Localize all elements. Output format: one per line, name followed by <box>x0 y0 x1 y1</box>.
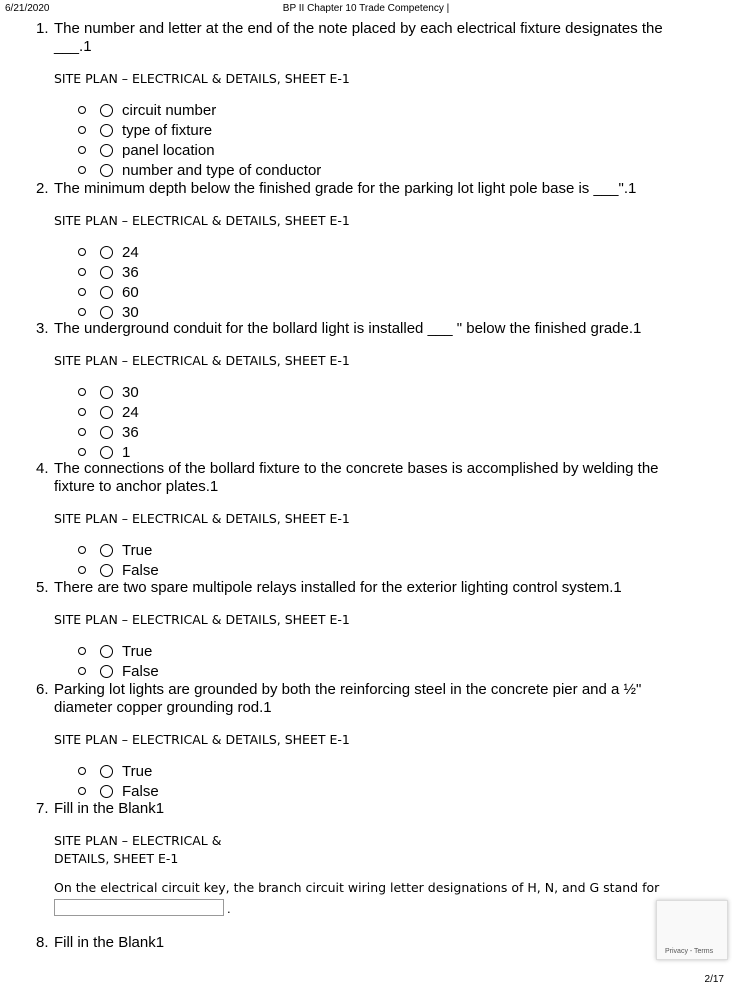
question-number: 8. <box>36 934 49 951</box>
list-bullet-icon <box>78 308 86 316</box>
question-number: 1. <box>36 20 49 37</box>
answer-option[interactable] <box>78 560 696 580</box>
list-bullet-icon <box>78 408 86 416</box>
radio-button[interactable] <box>100 266 113 279</box>
question-5 <box>36 579 696 681</box>
radio-button[interactable] <box>100 386 113 399</box>
sheet-reference: SITE PLAN – ELECTRICAL & DETAILS, SHEET E-1 <box>54 732 350 747</box>
radio-button[interactable] <box>100 124 113 137</box>
answer-options <box>78 100 696 180</box>
page-number: 2/17 <box>704 974 724 985</box>
sheet-reference-line: DETAILS, SHEET E-1 <box>54 851 179 866</box>
option-label: 24 <box>122 403 139 421</box>
radio-button[interactable] <box>100 426 113 439</box>
sheet-reference <box>54 832 696 868</box>
question-number: 2. <box>36 180 49 197</box>
option-label: True <box>122 541 153 559</box>
answer-option[interactable] <box>78 382 696 402</box>
answer-option[interactable] <box>78 302 696 322</box>
list-bullet-icon <box>78 388 86 396</box>
radio-button[interactable] <box>100 785 113 798</box>
answer-option[interactable] <box>78 641 696 661</box>
list-bullet-icon <box>78 767 86 775</box>
question-number: 5. <box>36 579 49 596</box>
sheet-reference: SITE PLAN – ELECTRICAL & DETAILS, SHEET E-1 <box>54 213 350 228</box>
question-text: The underground conduit for the bollard light is installed ___ " below the finished grade.1 <box>54 320 642 337</box>
answer-option[interactable] <box>78 120 696 140</box>
question-text: The connections of the bollard fixture to the concrete bases is accomplished by welding the fixture to anchor plates.1 <box>54 460 659 495</box>
blank-answer-row <box>54 899 696 916</box>
recaptcha-privacy-terms[interactable]: Privacy - Terms <box>665 948 714 955</box>
question-text: Fill in the Blank1 <box>54 800 165 817</box>
question-number: 4. <box>36 460 49 477</box>
list-bullet-icon <box>78 166 86 174</box>
radio-button[interactable] <box>100 306 113 319</box>
radio-button[interactable] <box>100 564 113 577</box>
answer-option[interactable] <box>78 540 696 560</box>
question-number: 7. <box>36 800 49 817</box>
list-bullet-icon <box>78 106 86 114</box>
question-8 <box>36 934 696 952</box>
answer-option[interactable] <box>78 282 696 302</box>
question-6 <box>36 681 696 801</box>
print-date: 6/21/2020 <box>5 3 50 14</box>
answer-option[interactable] <box>78 160 696 180</box>
answer-option[interactable] <box>78 140 696 160</box>
answer-option[interactable] <box>78 100 696 120</box>
option-label: type of fixture <box>122 121 213 139</box>
radio-button[interactable] <box>100 164 113 177</box>
answer-option[interactable] <box>78 402 696 422</box>
question-number: 6. <box>36 681 49 698</box>
option-label: False <box>122 662 159 680</box>
list-bullet-icon <box>78 667 86 675</box>
answer-option[interactable] <box>78 422 696 442</box>
option-label: False <box>122 782 159 800</box>
option-label: True <box>122 642 153 660</box>
list-bullet-icon <box>78 647 86 655</box>
radio-button[interactable] <box>100 665 113 678</box>
list-bullet-icon <box>78 146 86 154</box>
question-4 <box>36 460 696 580</box>
option-label: 30 <box>122 303 139 321</box>
option-label: 1 <box>122 443 131 461</box>
sheet-reference: SITE PLAN – ELECTRICAL & DETAILS, SHEET E-1 <box>54 353 350 368</box>
list-bullet-icon <box>78 428 86 436</box>
option-label: panel location <box>122 141 215 159</box>
question-text: There are two spare multipole relays installed for the exterior lighting control system.1 <box>54 579 622 596</box>
list-bullet-icon <box>78 288 86 296</box>
option-label: circuit number <box>122 101 217 119</box>
question-text: Fill in the Blank1 <box>54 934 165 951</box>
sheet-reference-line: SITE PLAN – ELECTRICAL & <box>54 833 222 848</box>
sheet-reference: SITE PLAN – ELECTRICAL & DETAILS, SHEET E-1 <box>54 71 350 86</box>
question-3 <box>36 320 696 462</box>
answer-options <box>78 761 696 801</box>
list-bullet-icon <box>78 787 86 795</box>
blank-suffix: . <box>227 901 231 916</box>
option-label: False <box>122 561 159 579</box>
option-label: 24 <box>122 243 139 261</box>
radio-button[interactable] <box>100 645 113 658</box>
sheet-reference: SITE PLAN – ELECTRICAL & DETAILS, SHEET E-1 <box>54 511 350 526</box>
question-text: The number and letter at the end of the note placed by each electrical fixture designates the ___.1 <box>54 20 663 55</box>
recaptcha-badge[interactable] <box>656 900 728 960</box>
option-label: 60 <box>122 283 139 301</box>
question-2 <box>36 180 696 322</box>
answer-options <box>78 641 696 681</box>
option-label: 36 <box>122 263 139 281</box>
question-1 <box>36 20 696 180</box>
list-bullet-icon <box>78 248 86 256</box>
answer-options <box>78 242 696 322</box>
answer-options <box>78 540 696 580</box>
list-bullet-icon <box>78 126 86 134</box>
radio-button[interactable] <box>100 406 113 419</box>
list-bullet-icon <box>78 566 86 574</box>
question-7 <box>36 800 696 916</box>
radio-button[interactable] <box>100 104 113 117</box>
option-label: 30 <box>122 383 139 401</box>
blank-prompt: On the electrical circuit key, the branch circuit wiring letter designations of H, N, and G stand for <box>54 880 660 895</box>
list-bullet-icon <box>78 268 86 276</box>
answer-option[interactable] <box>78 761 696 781</box>
radio-button[interactable] <box>100 144 113 157</box>
option-label: 36 <box>122 423 139 441</box>
sheet-reference: SITE PLAN – ELECTRICAL & DETAILS, SHEET E-1 <box>54 612 350 627</box>
answer-option[interactable] <box>78 661 696 681</box>
question-text: Parking lot lights are grounded by both the reinforcing steel in the concrete pier and a ½" diameter copper grounding rod.1 <box>54 681 642 716</box>
question-number: 3. <box>36 320 49 337</box>
answer-option[interactable] <box>78 781 696 801</box>
answer-option[interactable] <box>78 442 696 462</box>
radio-button[interactable] <box>100 765 113 778</box>
radio-button[interactable] <box>100 286 113 299</box>
print-title: BP II Chapter 10 Trade Competency | <box>282 3 450 14</box>
blank-answer-input[interactable] <box>54 899 224 916</box>
option-label: True <box>122 762 153 780</box>
radio-button[interactable] <box>100 446 113 459</box>
answer-option[interactable] <box>78 242 696 262</box>
list-bullet-icon <box>78 546 86 554</box>
radio-button[interactable] <box>100 246 113 259</box>
answer-options <box>78 382 696 462</box>
radio-button[interactable] <box>100 544 113 557</box>
option-label: number and type of conductor <box>122 161 322 179</box>
list-bullet-icon <box>78 448 86 456</box>
answer-option[interactable] <box>78 262 696 282</box>
question-text: The minimum depth below the finished grade for the parking lot light pole base is ___".1 <box>54 180 637 197</box>
